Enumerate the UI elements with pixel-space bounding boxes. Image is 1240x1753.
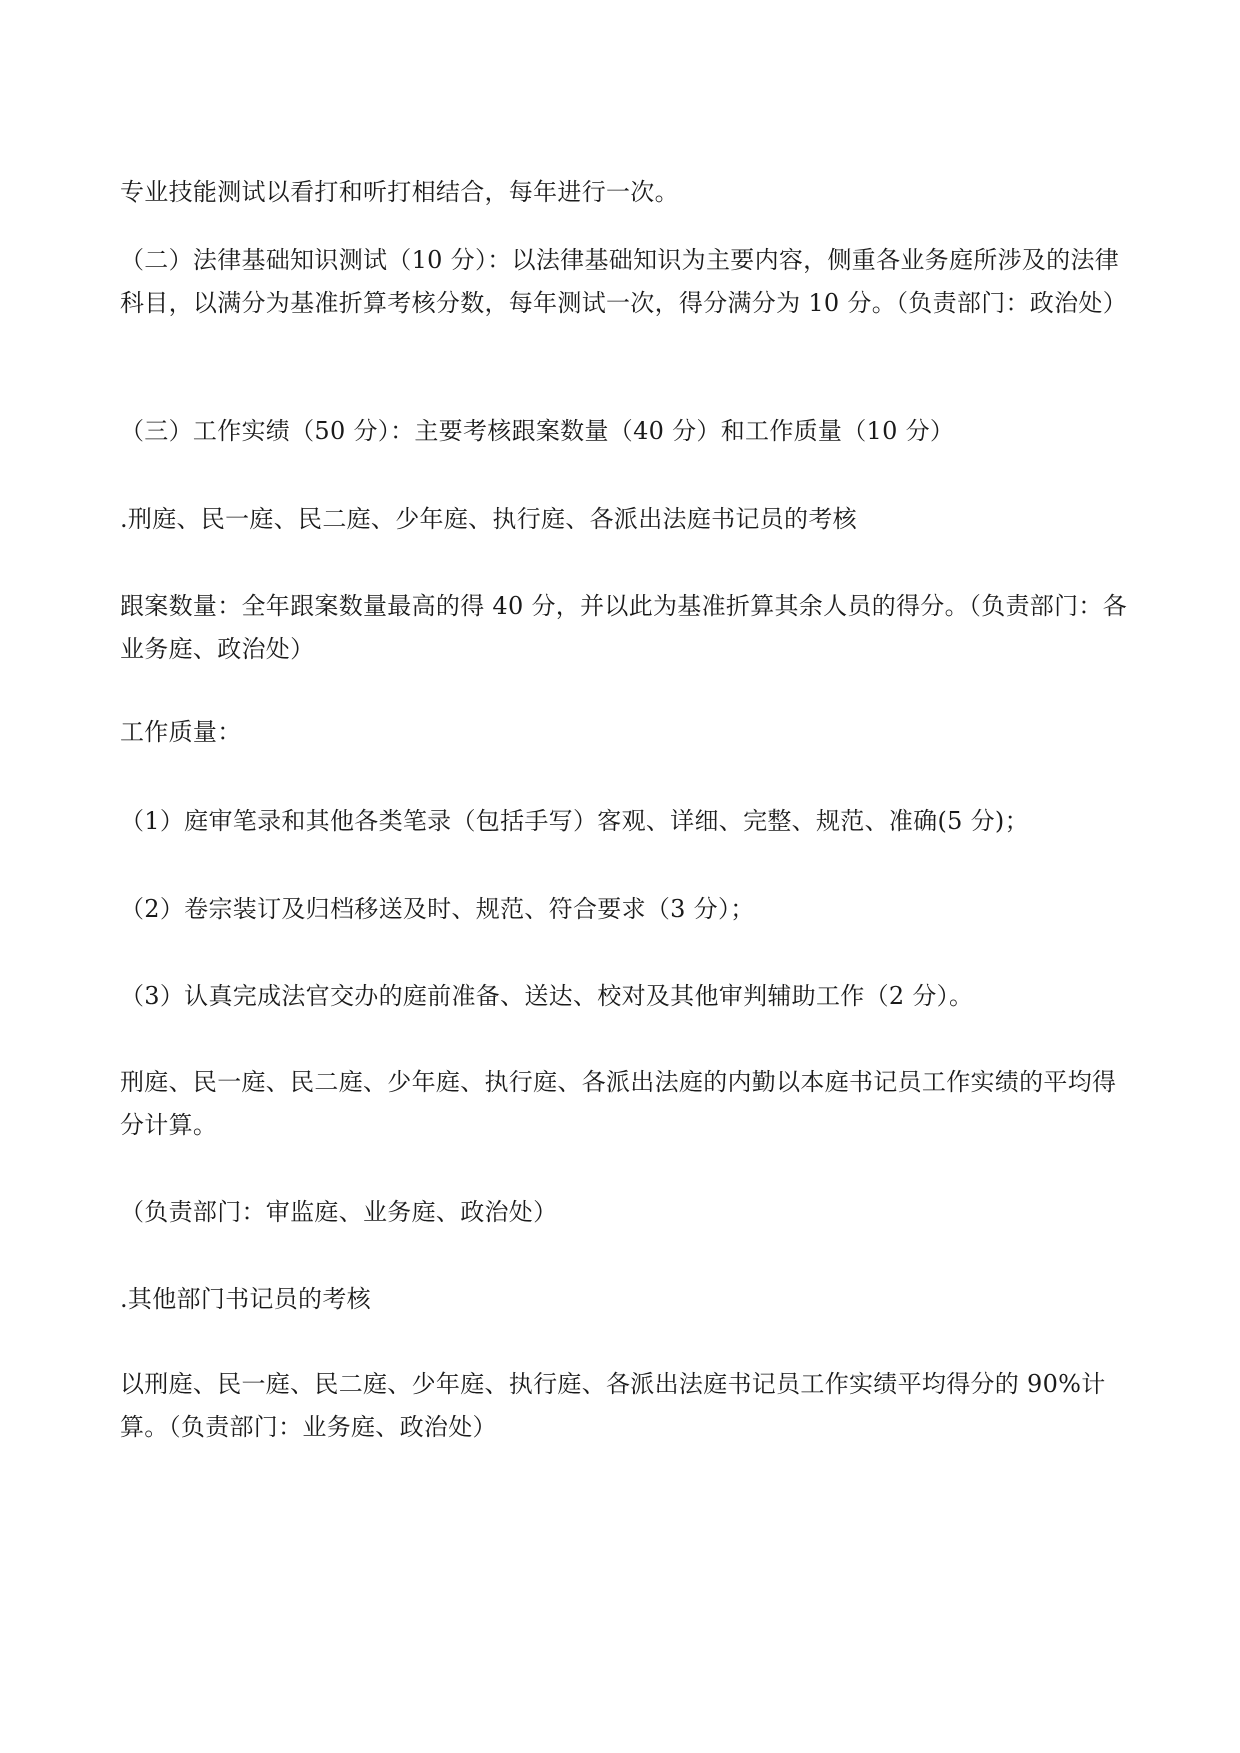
paragraph-quality-item-1: （1）庭审笔录和其他各类笔录（包括手写）客观、详细、完整、规范、准确(5 分)； bbox=[120, 807, 1029, 835]
paragraph-work-quality-heading: 工作质量： bbox=[120, 718, 242, 746]
paragraph-skill-test: 专业技能测试以看打和听打相结合，每年进行一次。 bbox=[120, 178, 679, 206]
paragraph-quality-item-3: （3）认真完成法官交办的庭前准备、送达、校对及其他审判辅助工作（2 分）。 bbox=[120, 982, 974, 1010]
paragraph-court-clerk-assessment: .刑庭、民一庭、民二庭、少年庭、执行庭、各派出法庭书记员的考核 bbox=[120, 505, 857, 533]
paragraph-other-dept-calc: 以刑庭、民一庭、民二庭、少年庭、执行庭、各派出法庭书记员工作实绩平均得分的 90%计算。（负责部门：业务庭、政治处） bbox=[120, 1370, 1106, 1441]
paragraph-other-dept-clerk: .其他部门书记员的考核 bbox=[120, 1285, 371, 1313]
paragraph-law-knowledge-test: （二）法律基础知识测试（10 分）：以法律基础知识为主要内容，侧重各业务庭所涉及的法律科目，以满分为基准折算考核分数，每年测试一次，得分满分为 10 分。（负责部门：政治处） bbox=[120, 246, 1127, 317]
paragraph-case-count: 跟案数量：全年跟案数量最高的得 40 分，并以此为基准折算其余人员的得分。（负责部门：各业务庭、政治处） bbox=[120, 592, 1127, 663]
paragraph-quality-item-2: （2）卷宗装订及归档移送及时、规范、符合要求（3 分）； bbox=[120, 895, 755, 923]
paragraph-responsible-dept: （负责部门：审监庭、业务庭、政治处） bbox=[120, 1198, 558, 1226]
paragraph-internal-staff: 刑庭、民一庭、民二庭、少年庭、执行庭、各派出法庭的内勤以本庭书记员工作实绩的平均得分计算。 bbox=[120, 1068, 1117, 1139]
paragraph-work-performance: （三）工作实绩（50 分）：主要考核跟案数量（40 分）和工作质量（10 分） bbox=[120, 417, 955, 445]
